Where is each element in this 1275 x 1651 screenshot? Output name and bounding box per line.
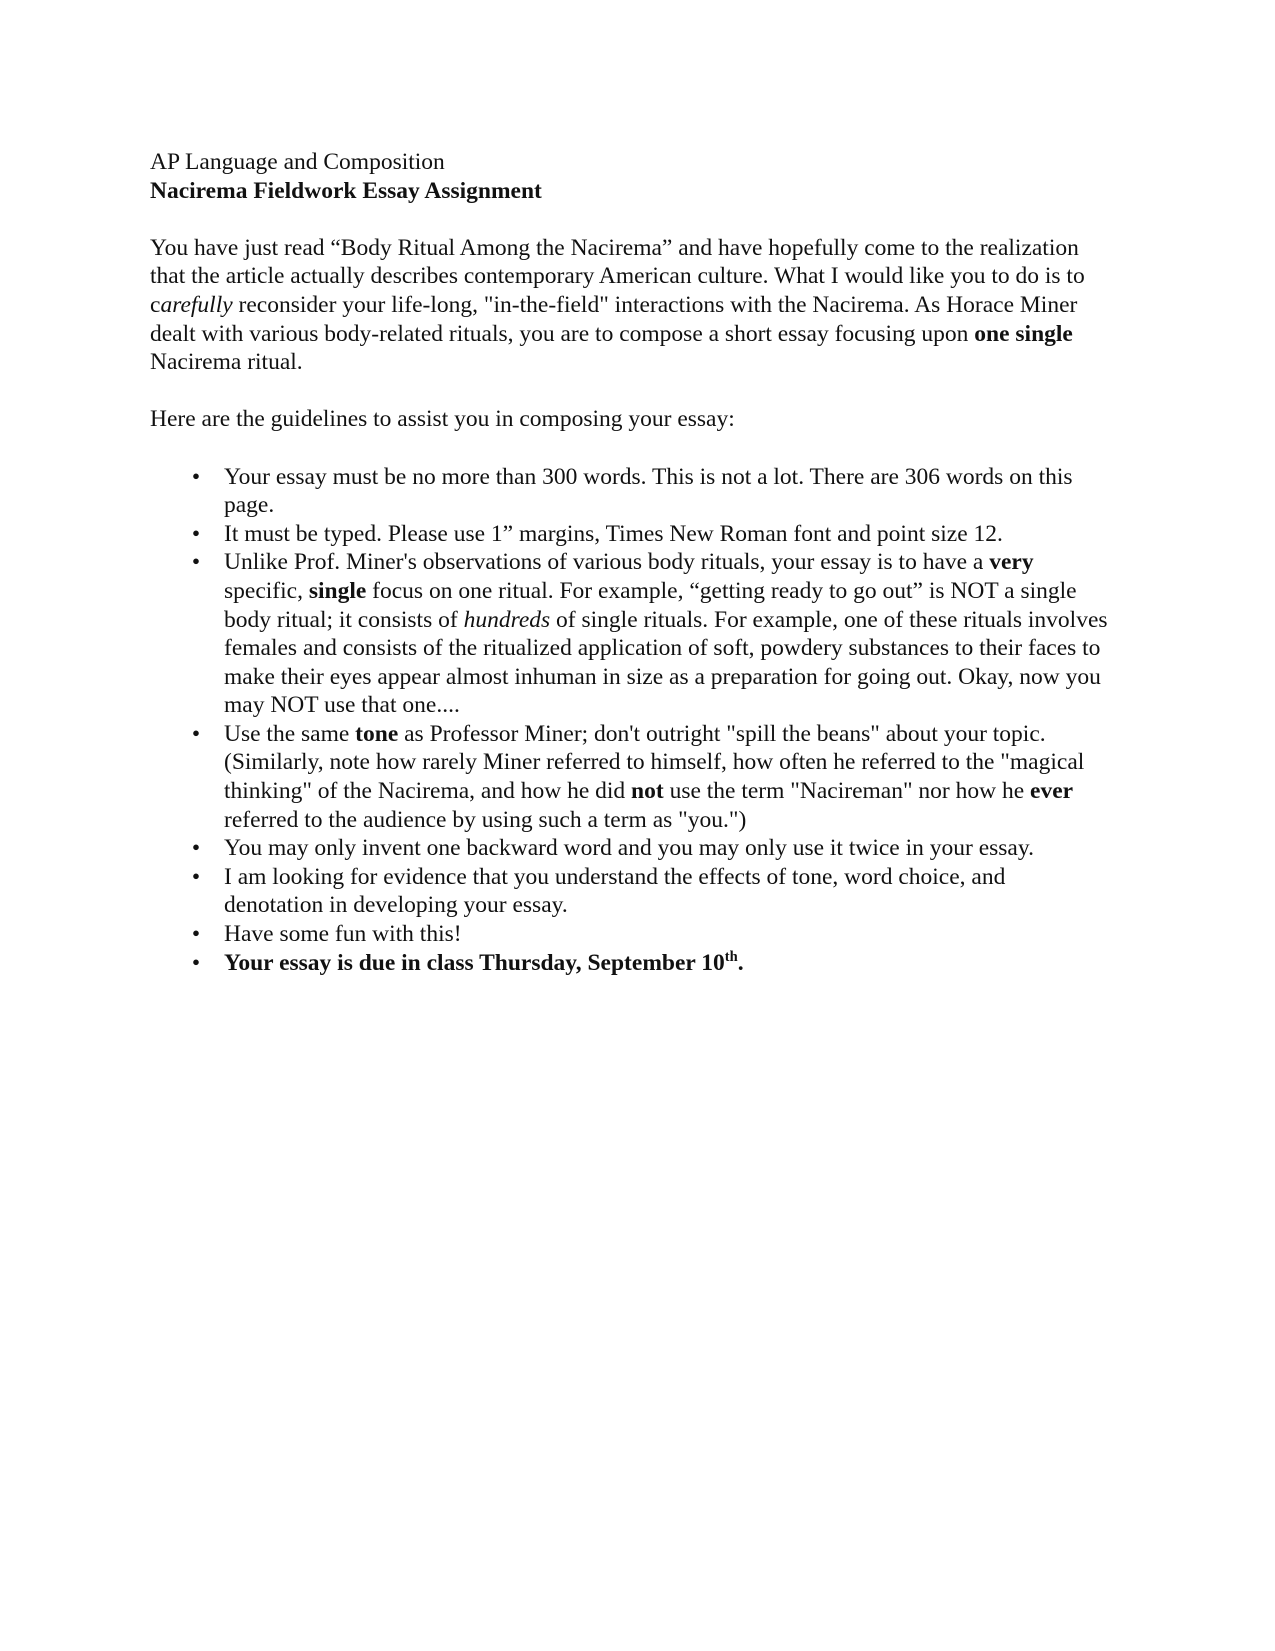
spacer	[150, 205, 1110, 234]
intro-text-3: Nacirema ritual.	[150, 349, 303, 376]
guideline-bold-single: single	[308, 577, 367, 604]
guideline-text: of single rituals. For example, one of these rituals involves females and consists of the ritualized application of soft, powdery substances to their faces to make their eyes appear almost inhuman in size as a preparation for going out. Okay, now you may NOT use that one....	[224, 606, 1108, 719]
due-date-main: Your essay is due in class Thursday, September 10	[224, 949, 725, 976]
bullet-icon	[186, 949, 206, 978]
guideline-text: as Professor Miner; don't outright "spill the beans" about your topic. (Similarly, note how rarely Miner referred to himself, how often he referred to the "magical thinking" of the Nacirema, and how he did	[224, 720, 1085, 805]
course-name: AP Language and Composition	[150, 149, 445, 175]
intro-text-2: reconsider your life-long, "in-the-field" interactions with the Nacirema. As Horace Miner dealt with various body-related rituals, you are to compose a short essay focusing upon	[150, 291, 1078, 347]
guideline-bold-not: not	[631, 778, 664, 805]
guideline-text: referred to the audience by using such a term as "you.")	[224, 806, 747, 833]
guideline-word-limit	[150, 463, 1110, 520]
spacer	[150, 377, 1110, 406]
bullet-icon	[186, 920, 206, 949]
intro-text-1: You have just read “Body Ritual Among the Nacirema” and have hopefully come to the realization that the article actually describes contemporary American culture. What I would like you to do is to c	[150, 234, 1085, 318]
guideline-text: I am looking for evidence that you understand the effects of tone, word choice, and denotation in developing your essay.	[224, 863, 1006, 919]
guideline-bold-very: very	[989, 549, 1034, 576]
guideline-italic-hundreds: hundreds	[463, 606, 551, 633]
guideline-due-date	[150, 949, 1110, 978]
guideline-backward-word	[150, 834, 1110, 863]
guidelines-intro: Here are the guidelines to assist you in composing your essay:	[150, 406, 735, 433]
guideline-text: Unlike Prof. Miner's observations of various body rituals, your essay is to have a	[224, 549, 990, 576]
spacer	[150, 434, 1110, 463]
guideline-text: Have some fun with this!	[224, 921, 462, 948]
bullet-icon	[186, 548, 206, 577]
due-date-ordinal: th	[724, 948, 738, 965]
due-date-text	[224, 950, 744, 976]
guideline-bold-tone: tone	[355, 720, 399, 747]
guideline-evidence	[150, 863, 1110, 920]
guideline-text: focus on one ritual. For example, “getting ready to go out” is NOT a single body ritual; it consists of	[224, 577, 1077, 633]
intro-italic-carefully: arefully	[160, 291, 233, 318]
intro-paragraph	[150, 234, 1110, 377]
document-page	[150, 148, 1110, 977]
guideline-text: Use the same	[224, 720, 356, 747]
guideline-fun	[150, 920, 1110, 949]
bullet-icon	[186, 863, 206, 892]
guideline-bold-ever: ever	[1030, 778, 1074, 805]
due-date-period: .	[737, 949, 744, 976]
guideline-formatting	[150, 520, 1110, 549]
assignment-title: Nacirema Fieldwork Essay Assignment	[150, 177, 542, 204]
bullet-icon	[186, 463, 206, 492]
guideline-tone	[150, 720, 1110, 834]
guideline-text: It must be typed. Please use 1” margins, Times New Roman font and point size 12.	[224, 520, 1003, 547]
guideline-text: Your essay must be no more than 300 words. This is not a lot. There are 306 words on this page.	[224, 463, 1073, 519]
bullet-icon	[186, 720, 206, 749]
bullet-icon	[186, 520, 206, 549]
guideline-single-focus	[150, 548, 1110, 720]
guideline-text: use the term "Nacireman" nor how he	[663, 778, 1031, 805]
bullet-icon	[186, 834, 206, 863]
intro-bold-one-single: one single	[974, 320, 1073, 347]
guideline-text: You may only invent one backward word and you may only use it twice in your essay.	[224, 835, 1034, 862]
guidelines-list	[150, 463, 1110, 978]
guideline-text: specific,	[224, 577, 309, 604]
